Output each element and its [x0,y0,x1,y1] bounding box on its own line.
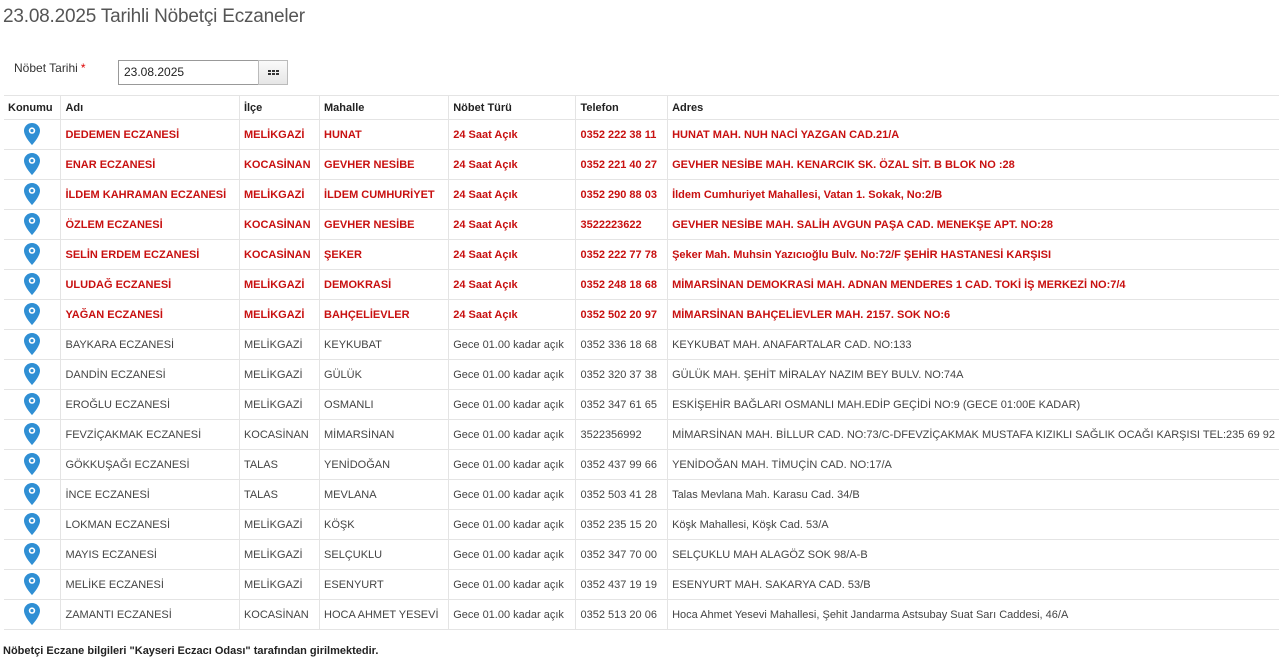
district: MELİKGAZİ [239,180,319,210]
konum-cell [4,420,61,450]
map-pin-icon[interactable] [24,393,40,415]
table-row [4,150,1279,180]
duty-type: 24 Saat Açık [449,210,576,240]
duty-type: 24 Saat Açık [449,300,576,330]
pharmacy-name: GÖKKUŞAĞI ECZANESİ [61,450,239,480]
address: YENİDOĞAN MAH. TİMUÇİN CAD. NO:17/A [668,450,1279,480]
phone: 0352 347 70 00 [576,540,668,570]
duty-type: Gece 01.00 kadar açık [449,540,576,570]
pharmacy-name: ULUDAĞ ECZANESİ [61,270,239,300]
phone: 0352 336 18 68 [576,330,668,360]
neighborhood: HUNAT [320,120,449,150]
address: GEVHER NESİBE MAH. SALİH AVGUN PAŞA CAD. MENEKŞE APT. NO:28 [668,210,1279,240]
pharmacy-name: BAYKARA ECZANESİ [61,330,239,360]
page-title: 23.08.2025 Tarihli Nöbetçi Eczaneler [3,6,305,27]
map-pin-icon[interactable] [24,243,40,265]
address: Hoca Ahmet Yesevi Mahallesi, Şehit Jandarma Astsubay Suat Sarı Caddesi, 46/A [668,600,1279,630]
phone: 0352 513 20 06 [576,600,668,630]
konum-cell [4,120,61,150]
header-nobet-turu: Nöbet Türü [449,96,576,120]
duty-type: Gece 01.00 kadar açık [449,570,576,600]
neighborhood: GEVHER NESİBE [320,210,449,240]
konum-cell [4,270,61,300]
neighborhood: MİMARSİNAN [320,420,449,450]
district: MELİKGAZİ [239,510,319,540]
duty-type: Gece 01.00 kadar açık [449,390,576,420]
duty-type: Gece 01.00 kadar açık [449,360,576,390]
footer-note: Nöbetçi Eczane bilgileri "Kayseri Eczacı Odası" tarafından girilmektedir. [3,645,379,657]
table-row [4,570,1279,600]
pharmacy-name: FEVZİÇAKMAK ECZANESİ [61,420,239,450]
district: MELİKGAZİ [239,270,319,300]
pharmacy-name: SELİN ERDEM ECZANESİ [61,240,239,270]
map-pin-icon[interactable] [24,603,40,625]
phone: 0352 290 88 03 [576,180,668,210]
pharmacy-name: İLDEM KAHRAMAN ECZANESİ [61,180,239,210]
konum-cell [4,180,61,210]
neighborhood: HOCA AHMET YESEVİ [320,600,449,630]
duty-type: 24 Saat Açık [449,240,576,270]
duty-type: Gece 01.00 kadar açık [449,330,576,360]
address: İldem Cumhuriyet Mahallesi, Vatan 1. Sokak, No:2/B [668,180,1279,210]
konum-cell [4,390,61,420]
konum-cell [4,570,61,600]
table-row [4,300,1279,330]
phone: 3522223622 [576,210,668,240]
date-filter [14,59,288,85]
phone: 3522356992 [576,420,668,450]
district: MELİKGAZİ [239,540,319,570]
table-header-row [4,96,1279,120]
neighborhood: KÖŞK [320,510,449,540]
map-pin-icon[interactable] [24,183,40,205]
header-telefon: Telefon [576,96,668,120]
date-label: Nöbet Tarihi * [14,61,86,75]
address: SELÇUKLU MAH ALAGÖZ SOK 98/A-B [668,540,1279,570]
header-konumu: Konumu [4,96,61,120]
konum-cell [4,540,61,570]
konum-cell [4,330,61,360]
district: MELİKGAZİ [239,390,319,420]
map-pin-icon[interactable] [24,513,40,535]
map-pin-icon[interactable] [24,543,40,565]
address: ESENYURT MAH. SAKARYA CAD. 53/B [668,570,1279,600]
district: MELİKGAZİ [239,330,319,360]
duty-type: 24 Saat Açık [449,180,576,210]
pharmacy-name: MAYIS ECZANESİ [61,540,239,570]
phone: 0352 248 18 68 [576,270,668,300]
neighborhood: DEMOKRASİ [320,270,449,300]
phone: 0352 437 99 66 [576,450,668,480]
map-pin-icon[interactable] [24,153,40,175]
konum-cell [4,210,61,240]
map-pin-icon[interactable] [24,213,40,235]
neighborhood: SELÇUKLU [320,540,449,570]
map-pin-icon[interactable] [24,123,40,145]
phone: 0352 235 15 20 [576,510,668,540]
table-row [4,480,1279,510]
map-pin-icon[interactable] [24,453,40,475]
table-row [4,540,1279,570]
district: TALAS [239,480,319,510]
neighborhood: MEVLANA [320,480,449,510]
district: KOCASİNAN [239,420,319,450]
map-pin-icon[interactable] [24,333,40,355]
konum-cell [4,150,61,180]
district: KOCASİNAN [239,240,319,270]
table-row [4,360,1279,390]
address: Şeker Mah. Muhsin Yazıcıoğlu Bulv. No:72/F ŞEHİR HASTANESİ KARŞISI [668,240,1279,270]
address: ESKİŞEHİR BAĞLARI OSMANLI MAH.EDİP GEÇİDİ NO:9 (GECE 01:00E KADAR) [668,390,1279,420]
table-row [4,120,1279,150]
address: MİMARSİNAN MAH. BİLLUR CAD. NO:73/C-DFEVZİÇAKMAK MUSTAFA KIZIKLI SAĞLIK OCAĞI KARŞISI TEL:235 69 92 [668,420,1279,450]
address: HUNAT MAH. NUH NACİ YAZGAN CAD.21/A [668,120,1279,150]
neighborhood: OSMANLI [320,390,449,420]
calendar-button[interactable] [258,60,288,85]
date-input[interactable] [118,60,259,85]
address: Talas Mevlana Mah. Karasu Cad. 34/B [668,480,1279,510]
address: MİMARSİNAN DEMOKRASİ MAH. ADNAN MENDERES 1 CAD. TOKİ İŞ MERKEZİ NO:7/4 [668,270,1279,300]
duty-type: 24 Saat Açık [449,150,576,180]
table-row [4,450,1279,480]
district: KOCASİNAN [239,210,319,240]
konum-cell [4,480,61,510]
table-row [4,420,1279,450]
pharmacy-name: ZAMANTI ECZANESİ [61,600,239,630]
district: KOCASİNAN [239,600,319,630]
konum-cell [4,300,61,330]
table-row [4,600,1279,630]
pharmacy-name: ENAR ECZANESİ [61,150,239,180]
pharmacy-name: DANDİN ECZANESİ [61,360,239,390]
pharmacy-name: İNCE ECZANESİ [61,480,239,510]
phone: 0352 222 38 11 [576,120,668,150]
header-adi: Adı [61,96,239,120]
header-mahalle: Mahalle [320,96,449,120]
district: MELİKGAZİ [239,120,319,150]
map-pin-icon[interactable] [24,303,40,325]
konum-cell [4,240,61,270]
konum-cell [4,450,61,480]
phone: 0352 502 20 97 [576,300,668,330]
phone: 0352 222 77 78 [576,240,668,270]
map-pin-icon[interactable] [24,363,40,385]
phone: 0352 221 40 27 [576,150,668,180]
phone: 0352 437 19 19 [576,570,668,600]
district: MELİKGAZİ [239,360,319,390]
pharmacy-name: LOKMAN ECZANESİ [61,510,239,540]
map-pin-icon[interactable] [24,573,40,595]
pharmacy-name: YAĞAN ECZANESİ [61,300,239,330]
district: TALAS [239,450,319,480]
konum-cell [4,600,61,630]
calendar-grid-icon [268,70,279,75]
table-row [4,180,1279,210]
konum-cell [4,360,61,390]
duty-type: Gece 01.00 kadar açık [449,480,576,510]
neighborhood: GEVHER NESİBE [320,150,449,180]
table-row [4,510,1279,540]
required-mark: * [80,61,86,75]
duty-type: 24 Saat Açık [449,270,576,300]
duty-type: 24 Saat Açık [449,120,576,150]
duty-type: Gece 01.00 kadar açık [449,450,576,480]
pharmacy-name: DEDEMEN ECZANESİ [61,120,239,150]
pharmacy-name: EROĞLU ECZANESİ [61,390,239,420]
address: KEYKUBAT MAH. ANAFARTALAR CAD. NO:133 [668,330,1279,360]
neighborhood: BAHÇELİEVLER [320,300,449,330]
district: MELİKGAZİ [239,570,319,600]
header-adres: Adres [668,96,1279,120]
pharmacy-table [4,95,1279,630]
neighborhood: ESENYURT [320,570,449,600]
pharmacy-name: MELİKE ECZANESİ [61,570,239,600]
duty-type: Gece 01.00 kadar açık [449,510,576,540]
phone: 0352 347 61 65 [576,390,668,420]
table-row [4,240,1279,270]
konum-cell [4,510,61,540]
neighborhood: KEYKUBAT [320,330,449,360]
district: KOCASİNAN [239,150,319,180]
phone: 0352 320 37 38 [576,360,668,390]
duty-type: Gece 01.00 kadar açık [449,420,576,450]
map-pin-icon[interactable] [24,483,40,505]
neighborhood: İLDEM CUMHURİYET [320,180,449,210]
neighborhood: GÜLÜK [320,360,449,390]
address: MİMARSİNAN BAHÇELİEVLER MAH. 2157. SOK NO:6 [668,300,1279,330]
table-row [4,270,1279,300]
address: Köşk Mahallesi, Köşk Cad. 53/A [668,510,1279,540]
header-ilce: İlçe [239,96,319,120]
table-row [4,330,1279,360]
address: GÜLÜK MAH. ŞEHİT MİRALAY NAZIM BEY BULV. NO:74A [668,360,1279,390]
neighborhood: YENİDOĞAN [320,450,449,480]
phone: 0352 503 41 28 [576,480,668,510]
pharmacy-name: ÖZLEM ECZANESİ [61,210,239,240]
address: GEVHER NESİBE MAH. KENARCIK SK. ÖZAL SİT. B BLOK NO :28 [668,150,1279,180]
table-row [4,210,1279,240]
neighborhood: ŞEKER [320,240,449,270]
map-pin-icon[interactable] [24,273,40,295]
table-row [4,390,1279,420]
district: MELİKGAZİ [239,300,319,330]
map-pin-icon[interactable] [24,423,40,445]
duty-type: Gece 01.00 kadar açık [449,600,576,630]
